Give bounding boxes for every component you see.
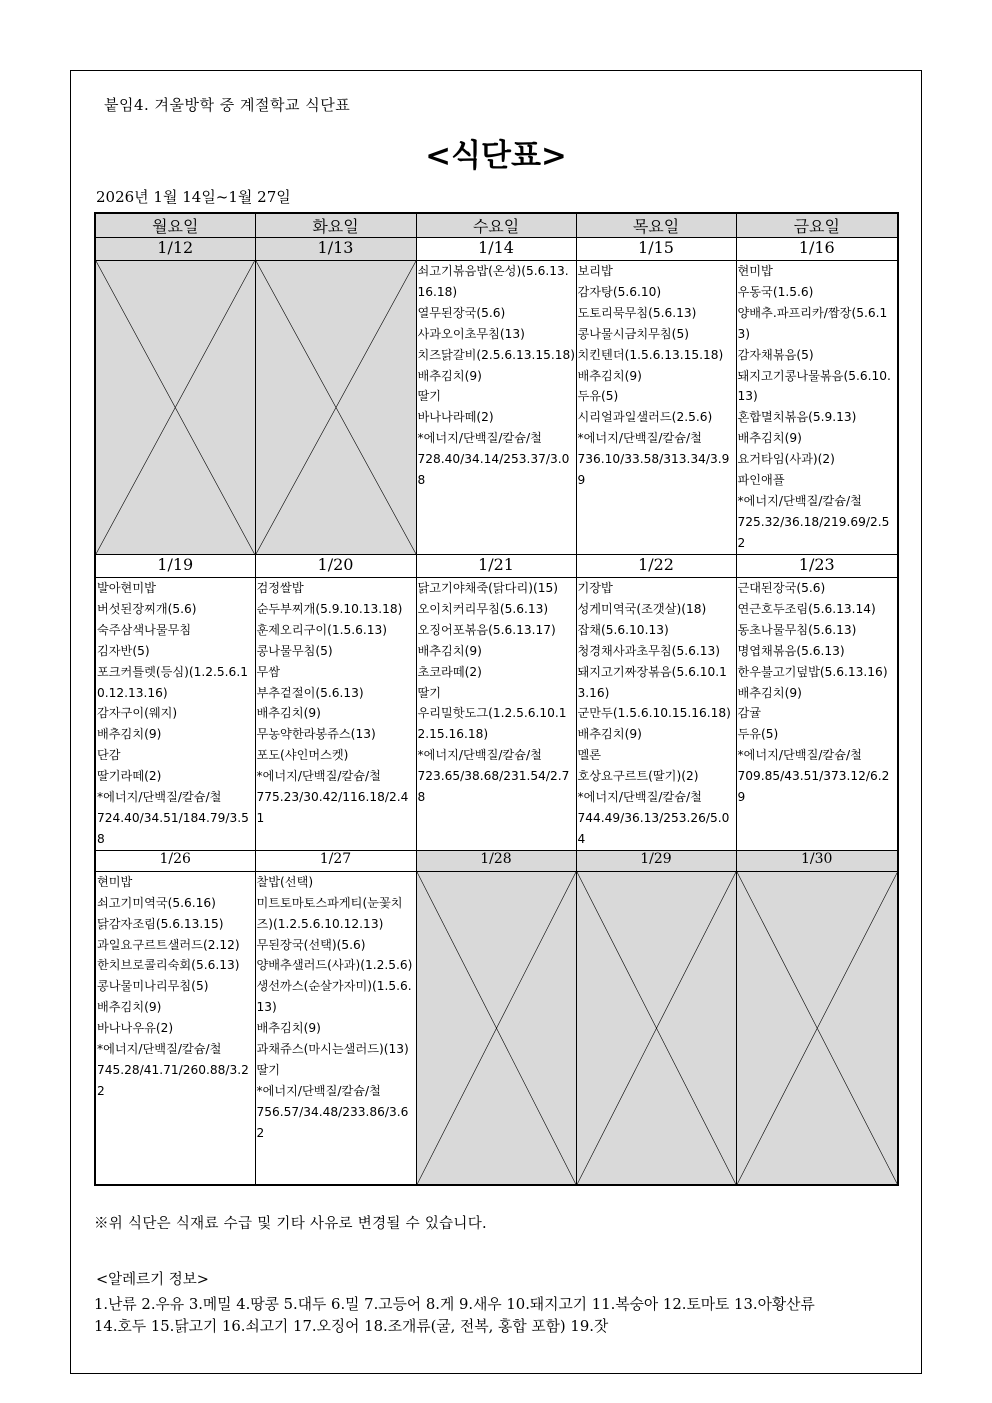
date-row	[95, 555, 898, 578]
menu-item: 양배추.파프리카/짬장(5.6.13)	[737, 305, 888, 341]
menu-item: 배추김치(9)	[577, 727, 642, 742]
menu-item: 무된장국(선택)(5.6)	[256, 937, 366, 952]
menu-item: 744.49/36.13/253.26/5.04	[577, 810, 730, 846]
menu-item: 콩나물무침(5)	[256, 643, 333, 658]
menu-item: 배추김치(9)	[417, 368, 482, 383]
date-cell: 1/23	[736, 555, 898, 578]
date-cell: 1/20	[255, 555, 416, 578]
allergy-line: 14.호두 15.닭고기 16.쇠고기 17.오징어 18.조개류(굴, 전복, 홍합 포함) 19.잣	[94, 1318, 609, 1335]
menu-cell	[255, 871, 416, 1185]
menu-item: 현미밥	[737, 264, 773, 278]
menu-item: 736.10/33.58/313.34/3.99	[577, 452, 730, 488]
menu-item: 709.85/43.51/373.12/6.29	[737, 769, 890, 805]
menu-cell	[736, 578, 898, 851]
menu-item: 잡채(5.6.10.13)	[577, 622, 669, 637]
date-row	[95, 850, 898, 871]
menu-item: 무농약한라봉쥬스(13)	[256, 727, 376, 742]
allergy-line: 1.난류 2.우유 3.메밀 4.땅콩 5.대두 6.밀 7.고등어 8.게 9.새우 10.돼지고기 11.복숭아 12.토마토 13.아황산류	[94, 1296, 815, 1313]
menu-item: 오징어포볶음(5.6.13.17)	[417, 622, 556, 637]
menu-item: 딸기	[256, 1062, 281, 1077]
date-cell: 1/21	[416, 555, 576, 578]
menu-item: 현미밥	[97, 874, 133, 889]
menu-item: 과채쥬스(마시는샐러드)(13)	[256, 1042, 409, 1057]
menu-item: 배추김치(9)	[577, 368, 642, 383]
menu-item: 감자탕(5.6.10)	[577, 284, 662, 299]
menu-item: 배추김치(9)	[737, 431, 802, 446]
menu-cell	[416, 578, 576, 851]
menu-item: 단감	[97, 748, 121, 763]
menu-item: 청경채사과초무침(5.6.13)	[577, 643, 720, 658]
menu-cell	[576, 261, 736, 555]
menu-item: 쇠고기미역국(5.6.16)	[97, 895, 216, 910]
menu-item: 배추김치(9)	[256, 1021, 321, 1036]
menu-item: 756.57/34.48/233.86/3.62	[256, 1104, 409, 1140]
day-header: 목요일	[576, 213, 736, 238]
date-cell: 1/30	[736, 850, 898, 871]
date-cell: 1/22	[576, 555, 736, 578]
no-meal-cell	[95, 261, 255, 555]
day-header: 수요일	[416, 213, 576, 238]
menu-item: *에너지/단백질/칼슘/철	[737, 493, 862, 508]
menu-item: 오이치커리무침(5.6.13)	[417, 601, 549, 616]
menu-item: 발아현미밥	[97, 581, 156, 595]
menu-item: 쇠고기볶음밥(온성)(5.6.13.16.18)	[417, 264, 569, 299]
menu-item: 김자반(5)	[97, 643, 150, 658]
menu-item: 돼지고기짜장볶음(5.6.10.13.16)	[577, 664, 727, 700]
menu-item: 닭고기야채죽(닭다리)(15)	[417, 581, 558, 595]
no-meal-cell	[576, 871, 736, 1185]
menu-item: 728.40/34.14/253.37/3.08	[417, 452, 570, 488]
menu-item: 치즈닭갈비(2.5.6.13.15.18)	[417, 347, 576, 362]
menu-item: 훈제오리구이(1.5.6.13)	[256, 622, 388, 637]
menu-item: 치킨텐더(1.5.6.13.15.18)	[577, 347, 724, 362]
menu-item: 숙주삼색나물무침	[97, 622, 192, 637]
menu-item: 멜론	[577, 748, 602, 763]
allergy-list	[94, 1294, 894, 1338]
date-row	[95, 238, 898, 261]
menu-item: 배추김치(9)	[417, 643, 482, 658]
menu-cell	[95, 578, 255, 851]
menu-item: 우동국(1.5.6)	[737, 284, 814, 299]
menu-item: *에너지/단백질/칼슘/철	[417, 431, 542, 446]
menu-item: 725.32/36.18/219.69/2.52	[737, 514, 890, 550]
menu-row	[95, 871, 898, 1185]
menu-item: 찰밥(선택)	[256, 874, 314, 889]
menu-item: 포도(샤인머스켓)	[256, 748, 349, 763]
date-cell: 1/29	[576, 850, 736, 871]
menu-item: 기장밥	[577, 581, 613, 595]
menu-cell	[95, 871, 255, 1185]
menu-item: 순두부찌개(5.9.10.13.18)	[256, 601, 403, 616]
cross-mark	[737, 872, 898, 1185]
no-meal-cell	[255, 261, 416, 555]
menu-item: 사과오이초무침(13)	[417, 326, 525, 341]
no-meal-cell	[736, 871, 898, 1185]
menu-item: 바나나라떼(2)	[417, 410, 494, 425]
menu-item: 포크커틀렛(등심)(1.2.5.6.10.12.13.16)	[97, 664, 248, 700]
menu-item: 열무된장국(5.6)	[417, 305, 506, 320]
menu-item: 감자채볶음(5)	[737, 347, 814, 362]
date-cell: 1/28	[416, 850, 576, 871]
menu-item: 콩나물시금치무침(5)	[577, 326, 689, 341]
menu-item: 우리밀핫도그(1.2.5.6.10.12.15.16.18)	[417, 706, 567, 742]
menu-item: *에너지/단백질/칼슘/철	[577, 790, 702, 805]
menu-item: 배추김치(9)	[737, 685, 802, 700]
menu-item: 파인애플	[737, 473, 785, 488]
menu-item: 근대된장국(5.6)	[737, 581, 826, 595]
date-cell: 1/13	[255, 238, 416, 261]
day-header: 화요일	[255, 213, 416, 238]
date-cell: 1/14	[416, 238, 576, 261]
menu-item: *에너지/단백질/칼슘/철	[97, 790, 222, 805]
menu-item: 콩나물미나리무침(5)	[97, 979, 209, 994]
menu-item: 성게미역국(조갯살)(18)	[577, 601, 707, 616]
menu-cell	[416, 261, 576, 555]
day-header-row	[95, 213, 898, 238]
menu-item: 과일요구르트샐러드(2.12)	[97, 937, 240, 952]
menu-cell	[736, 261, 898, 555]
menu-item: *에너지/단백질/칼슘/철	[256, 769, 381, 784]
attachment-label: 붙임4. 겨울방학 중 계절학교 식단표	[104, 96, 351, 114]
menu-item: 배추김치(9)	[97, 727, 162, 742]
allergy-title: <알레르기 정보>	[96, 1272, 209, 1288]
date-cell: 1/19	[95, 555, 255, 578]
menu-table	[94, 212, 899, 1186]
menu-item: *에너지/단백질/칼슘/철	[256, 1083, 381, 1098]
page-title: <식단표>	[425, 138, 567, 174]
menu-row	[95, 578, 898, 851]
menu-item: 두유(5)	[737, 727, 779, 742]
menu-item: 요거타임(사과)(2)	[737, 452, 835, 467]
date-cell: 1/15	[576, 238, 736, 261]
menu-item: 검정쌀밥	[256, 581, 304, 595]
menu-item: 배추김치(9)	[256, 706, 321, 721]
day-header: 월요일	[95, 213, 255, 238]
menu-item: *에너지/단백질/칼슘/철	[737, 748, 862, 763]
menu-item: 호상요구르트(딸기)(2)	[577, 769, 699, 784]
menu-item: *에너지/단백질/칼슘/철	[417, 748, 542, 763]
menu-item: 한우불고기덮밥(5.6.13.16)	[737, 664, 888, 679]
date-cell: 1/12	[95, 238, 255, 261]
menu-item: 혼합멸치볶음(5.9.13)	[737, 410, 857, 425]
change-notice: ※위 식단은 식재료 수급 및 기타 사유로 변경될 수 있습니다.	[94, 1216, 487, 1232]
menu-item: 723.65/38.68/231.54/2.78	[417, 769, 570, 805]
cross-mark	[577, 872, 736, 1185]
menu-item: 돼지고기콩나물볶음(5.6.10.13)	[737, 368, 891, 404]
menu-item: 도토리묵무침(5.6.13)	[577, 305, 697, 320]
menu-item: 닭감자조림(5.6.13.15)	[97, 916, 224, 931]
menu-item: 동초나물무침(5.6.13)	[737, 622, 857, 637]
menu-item: 724.40/34.51/184.79/3.58	[97, 810, 249, 846]
menu-cell	[255, 578, 416, 851]
cross-mark	[256, 261, 416, 554]
day-header: 금요일	[736, 213, 898, 238]
menu-item: 두유(5)	[577, 389, 619, 404]
menu-period: 2026년 1월 14일~1월 27일	[96, 188, 291, 206]
menu-item: 딸기	[417, 389, 442, 404]
menu-item: 보리밥	[577, 264, 613, 278]
menu-item: *에너지/단백질/칼슘/철	[97, 1042, 222, 1057]
menu-cell	[576, 578, 736, 851]
menu-item: 감귤	[737, 706, 762, 721]
menu-item: 775.23/30.42/116.18/2.41	[256, 790, 409, 825]
menu-item: 미트토마토스파게티(눈꽃치즈)(1.2.5.6.10.12.13)	[256, 895, 403, 931]
menu-item: 한치브로콜리숙회(5.6.13)	[97, 958, 240, 973]
menu-item: 무쌈	[256, 664, 281, 679]
menu-item: 딸기	[417, 685, 442, 700]
menu-item: 양배추샐러드(사과)(1.2.5.6)	[256, 958, 413, 973]
menu-item: 바나나우유(2)	[97, 1021, 174, 1036]
date-cell: 1/27	[255, 850, 416, 871]
menu-item: 군만두(1.5.6.10.15.16.18)	[577, 706, 731, 721]
menu-item: *에너지/단백질/칼슘/철	[577, 431, 702, 446]
menu-item: 명엽채볶음(5.6.13)	[737, 643, 845, 658]
menu-item: 버섯된장찌개(5.6)	[97, 601, 197, 616]
menu-item: 연근호두조림(5.6.13.14)	[737, 601, 876, 616]
cross-mark	[96, 261, 255, 554]
no-meal-cell	[416, 871, 576, 1185]
menu-item: 배추김치(9)	[97, 1000, 162, 1015]
cross-mark	[417, 872, 576, 1185]
menu-item: 생선까스(순살가자미)(1.5.6.13)	[256, 979, 412, 1015]
menu-item: 감자구이(웨지)	[97, 706, 178, 721]
menu-item: 시리얼과일샐러드(2.5.6)	[577, 410, 713, 425]
menu-row	[95, 261, 898, 555]
menu-item: 딸기라떼(2)	[97, 769, 162, 784]
menu-item: 745.28/41.71/260.88/3.22	[97, 1062, 249, 1098]
menu-item: 초코라떼(2)	[417, 664, 482, 679]
menu-item: 부추겉절이(5.6.13)	[256, 685, 364, 700]
date-cell: 1/16	[736, 238, 898, 261]
date-cell: 1/26	[95, 850, 255, 871]
